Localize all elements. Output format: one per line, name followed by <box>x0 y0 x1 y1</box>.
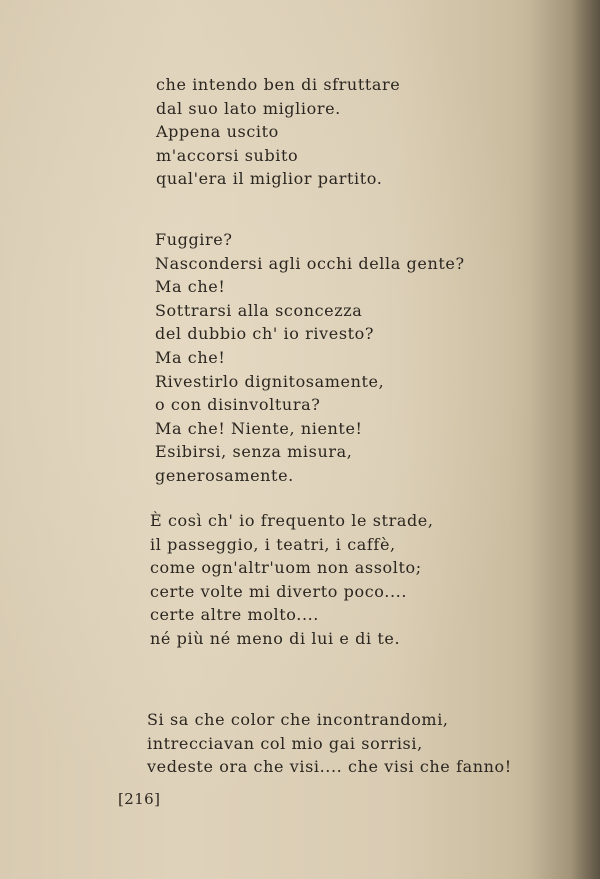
stanza-4 <box>147 708 512 779</box>
poem-line: È così ch' io frequento le strade, <box>150 511 434 530</box>
stanza-3 <box>150 509 434 651</box>
poem-line: Si sa che color che incontrandomi, <box>147 710 449 729</box>
poem-line: come ogn'altr'uom non assolto; <box>150 558 422 578</box>
poem-line: né più né meno di lui e di te. <box>150 628 401 648</box>
stanza-2 <box>155 228 465 488</box>
poem-line: intrecciavan col mio gai sorrisi, <box>147 733 423 753</box>
page-number: [216] <box>118 790 161 808</box>
poem-line: qual'era il miglior partito. <box>156 169 383 189</box>
poem-line: certe altre molto.... <box>150 605 319 625</box>
poem-line: Rivestirlo dignitosamente, <box>155 371 385 391</box>
poem-line: Sottrarsi alla sconcezza <box>155 300 363 320</box>
poem-line: certe volte mi diverto poco.... <box>150 581 408 601</box>
poem-line: o con disinvoltura? <box>155 395 321 415</box>
poem-line: generosamente. <box>155 465 294 485</box>
poem-line: m'accorsi subito <box>156 145 299 165</box>
poem-line: Fuggire? <box>155 230 233 249</box>
poem-line: Ma che! <box>155 277 226 297</box>
poem-line: Esibirsi, senza misura, <box>155 442 353 462</box>
poem-line: Nascondersi agli occhi della gente? <box>155 253 465 273</box>
stanza-1 <box>156 73 400 191</box>
poem-line: Ma che! <box>155 347 226 367</box>
poem-line: del dubbio ch' io rivesto? <box>155 324 375 344</box>
poem-line: il passeggio, i teatri, i caffè, <box>150 534 396 554</box>
poem-line: Appena uscito <box>156 122 279 142</box>
poem-line: Ma che! Niente, niente! <box>155 418 363 438</box>
poem-line: che intendo ben di sfruttare <box>156 75 401 94</box>
poem-line: dal suo lato migliore. <box>156 98 341 118</box>
poem-line: vedeste ora che visi.... che visi che fanno! <box>147 757 512 777</box>
